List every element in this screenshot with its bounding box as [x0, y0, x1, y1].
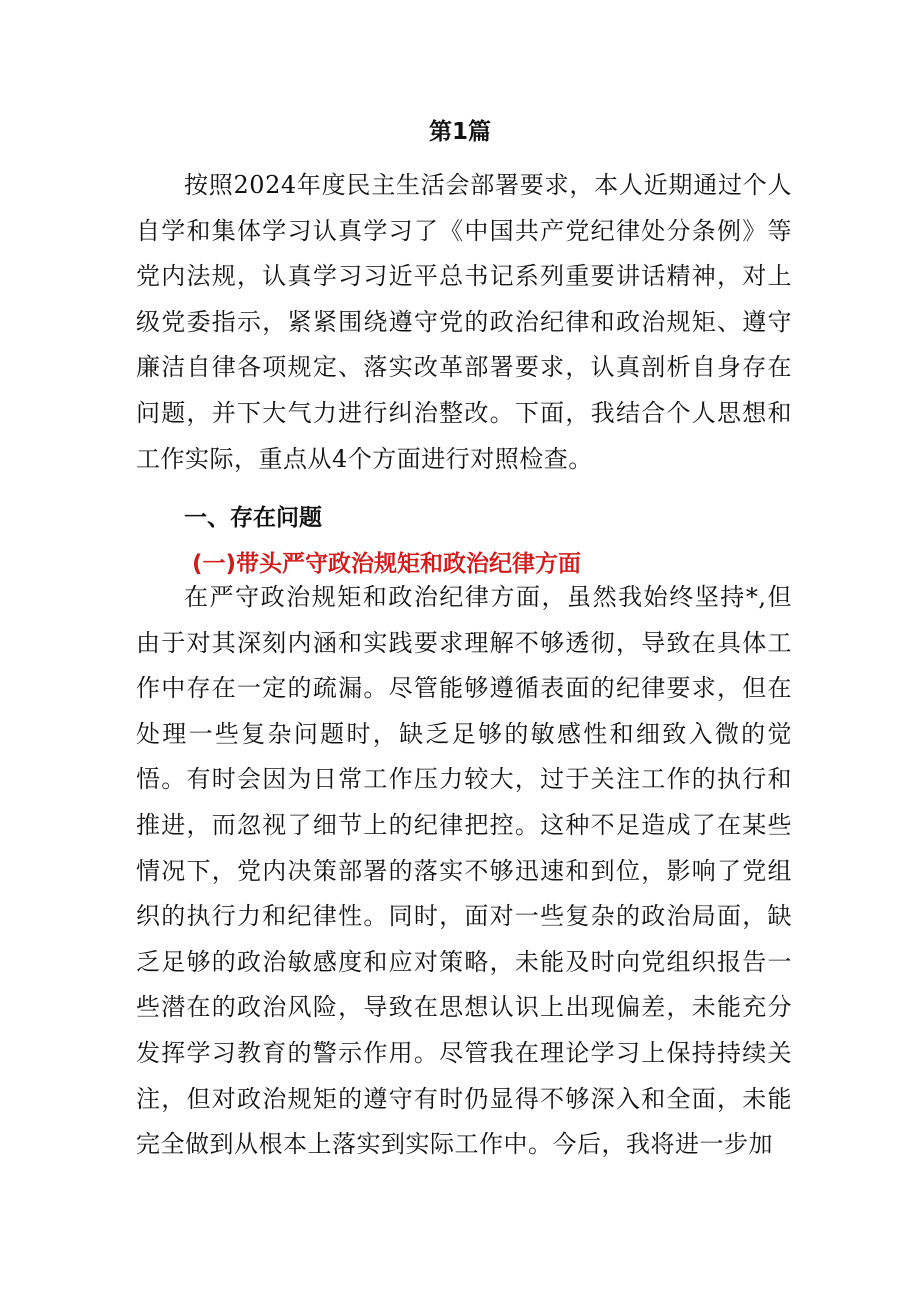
intro-paragraph: 按照2024年度民主生活会部署要求，本人近期通过个人自学和集体学习认真学习了《中国共产党纪律处分条例》等党内法规，认真学习习近平总书记系列重要讲话精神，对上级党委指示，紧紧围绕遵守党的政治纪律和政治规矩、遵守廉洁自律各项规定、落实改革部署要求，认真剖析自身存在问题，并下大气力进行纠治整改。下面，我结合个人思想和工作实际，重点从4个方面进行对照检查。 [136, 171, 792, 473]
subsection-paragraph: 在严守政治规矩和政治纪律方面，虽然我始终坚持*,但由于对其深刻内涵和实践要求理解不够透彻，导致在具体工作中存在一定的疏漏。尽管能够遵循表面的纪律要求，但在处理一些复杂问题时，缺乏足够的敏感性和细致入微的觉悟。有时会因为日常工作压力较大，过于关注工作的执行和推进，而忽视了细节上的纪律把控。这种不足造成了在某些情况下，党内决策部署的落实不够迅速和到位，影响了党组织的执行力和纪律性。同时，面对一些复杂的政治局面，缺乏足够的政治敏感度和应对策略，未能及时向党组织报告一些潜在的政治风险，导致在思想认识上出现偏差，未能充分发挥学习教育的警示作用。尽管我在理论学习上保持持续关注，但对政治规矩的遵守有时仍显得不够深入和全面，未能完全做到从根本上落实到实际工作中。今后，我将进一步加 [136, 583, 792, 1159]
document-title: 第1篇 [428, 119, 491, 145]
section-heading: 一、存在问题 [184, 505, 322, 531]
subsection-heading: (一)带头严守政治规矩和政治纪律方面 [192, 551, 582, 577]
